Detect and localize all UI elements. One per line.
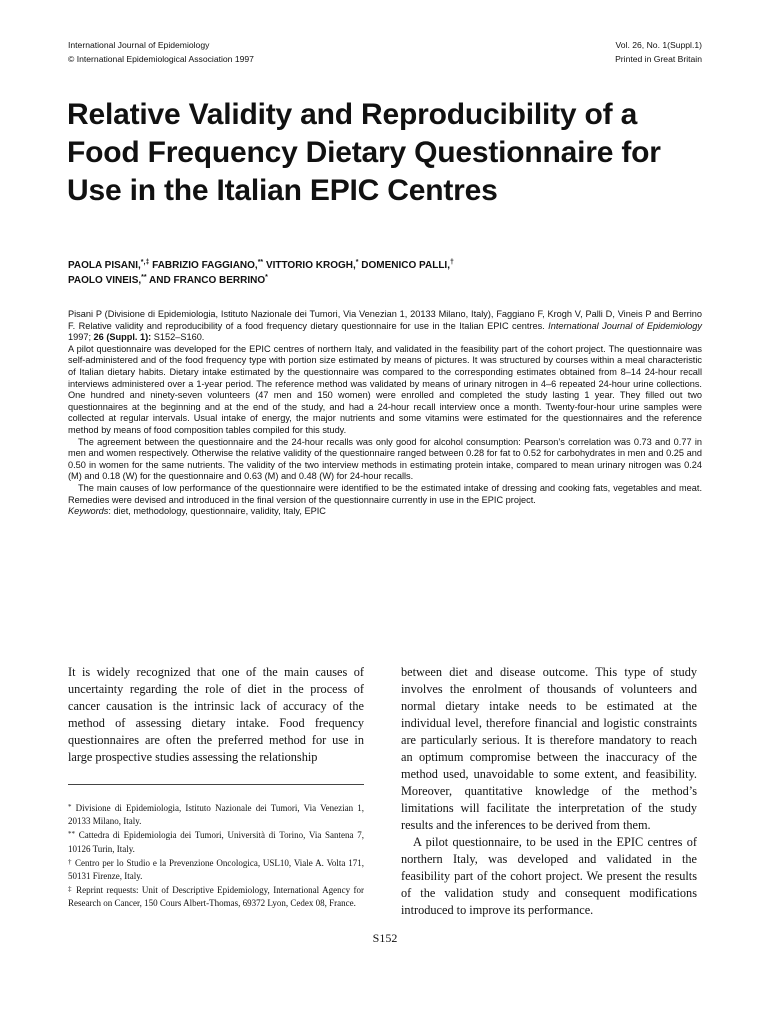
author-affiliation-mark: ** <box>141 274 147 281</box>
author-name: VITTORIO KROGH, <box>265 260 356 271</box>
body-column-right <box>401 664 697 919</box>
author-affiliation-mark: ** <box>257 259 264 266</box>
author-name: PAOLO VINEIS, <box>68 275 142 286</box>
footnote <box>68 883 364 910</box>
author-name: DOMENICO PALLI, <box>361 260 450 271</box>
running-header-left <box>68 38 254 66</box>
body-paragraph: It is widely recognized that one of the main causes of uncertainty regarding the role of diet in the process of cancer causation is the intrinsic lack of accuracy of the method of assessing dietary intake. Food frequency questionnaires are often the preferred method for use in large prospective studies assessing the relationship <box>68 665 364 764</box>
footnote-text: Centro per lo Studio e la Prevenzione Oncologica, USL10, Viale A. Volta 171, 50131 Firenze, Italy. <box>68 857 365 882</box>
author-name: PAOLA PISANI, <box>68 260 141 271</box>
author-affiliation-mark: * <box>265 274 268 281</box>
journal-name: International Journal of Epidemiology <box>68 40 210 50</box>
body-paragraph: A pilot questionnaire, to be used in the EPIC centres of northern Italy, was developed and validated in the feasibility part of the cohort project. We present the results of the validation study and consequent modifications introduced to improve its performance. <box>401 835 697 917</box>
keywords-label: Keywords <box>68 506 109 517</box>
citation-pages: S152–S160. <box>151 332 205 343</box>
footnotes <box>68 801 364 911</box>
body-paragraph: between diet and disease outcome. This type of study involves the enrolment of thousands of volunteers and normal dietary intake needs to be estimated at the individual level, therefore financial and logistic constraints are particularly serious. It is therefore mandatory to reach an optimum compromise between the inaccuracy of the method used, unavoidable to some extent, and feasibility. Moreover, quantitative knowledge of the method’s limitations will facilitate the interpretation of the study results and the inferences to be derived from them. <box>401 665 697 832</box>
keywords-text: : diet, methodology, questionnaire, validity, Italy, EPIC <box>108 506 326 517</box>
copyright-line: © International Epidemiological Association 1997 <box>68 54 254 64</box>
citation-volume: 26 (Suppl. 1): <box>93 332 152 343</box>
footnote-mark: ** <box>68 830 75 839</box>
footnote-mark: † <box>68 857 73 866</box>
author-affiliation-mark: *,‡ <box>140 259 150 266</box>
footnote <box>68 828 364 855</box>
keywords-line <box>68 506 702 518</box>
printed-in: Printed in Great Britain <box>615 54 702 64</box>
footnote-mark: * <box>68 803 72 811</box>
footnote-text: Reprint requests: Unit of Descriptive Epidemiology, International Agency for Research on Cancer, 150 Cours Albert-Thomas, 69372 Lyon, Cedex 08, France. <box>68 885 364 909</box>
citation-journal: International Journal of Epidemiology <box>548 320 702 331</box>
abstract-paragraph: The main causes of low performance of the questionnaire were identified to be the estimated intake of dressing and cooking fats, vegetables and meat. Remedies were devised and introduced in the final version of the questionnaire currently in use in the EPIC project. <box>68 482 702 505</box>
author-list <box>68 258 708 288</box>
abstract-paragraph: A pilot questionnaire was developed for the EPIC centres of northern Italy, and validated in the feasibility part of the cohort project. The questionnaire was self-administered and of the food frequency type with portion size estimated by means of pictures. It was structured by courses within a meal characteristic of Italian dietary habits. Dietary intake estimated by the questionnaire was compared to the corresponding estimates obtained from 8–14 24-hour recall interviews administered over a 1-year period. The reference method was validated by means of urinary nitrogen in 4–6 repeated 24-hour urine collections. One hundred and ninety-seven volunteers (47 men and 150 women) were enrolled and completed the study lasting 1 year. They filled out two questionnaires at the beginning and at the end of the study, and had a 24-hour recall interview once a month. Twenty-four-hour urine samples were collected at regular intervals. Usual intake of energy, the major nutrients and some vitamins were estimated for the questionnaires and the reference method by means of food composition tables compiled for this study. <box>68 343 702 435</box>
author-affiliation-mark: * <box>355 259 359 266</box>
footnote-mark: ‡ <box>68 885 73 894</box>
article-title: Relative Validity and Reproducibility of a Food Frequency Dietary Questionnaire for Use in the Italian EPIC Centres <box>67 98 661 207</box>
abstract-citation <box>68 309 702 344</box>
citation-year: 1997; <box>68 332 94 343</box>
running-header-right <box>615 38 702 66</box>
citation-text: Pisani P (Divisione di Epidemiologia, Istituto Nazionale dei Tumori, Via Venezian 1, 20133 Milano, Italy), Faggiano F, Krogh V, Palli D, Vineis P and Berrino F. Relative validity and reproducibility of a food frequency dietary questionnaire for use in the Italian EPIC centres. <box>68 309 702 331</box>
footnote <box>68 856 364 883</box>
page-number: S152 <box>372 931 398 945</box>
volume-issue: Vol. 26, No. 1(Suppl.1) <box>615 40 702 50</box>
footnote-divider <box>68 784 364 785</box>
abstract <box>68 309 702 518</box>
author-name: AND FRANCO BERRINO <box>149 275 266 286</box>
footnote-text: Cattedra di Epidemiologia dei Tumori, Università di Torino, Via Santena 7, 10126 Turin, Italy. <box>68 830 364 854</box>
abstract-paragraph: The agreement between the questionnaire and the 24-hour recalls was only good for alcohol consumption: Pearson’s correlation was 0.73 and 0.77 in men and women respectively. Otherwise the relative validity of the questionnaire ranged between 0.28 for fat to 0.52 for carbohydrates in men and 0.25 and 0.50 in women for the same nutrients. The validity of the two interview methods in estimating protein intake, compared to mean urinary nitrogen was 0.24 (M) and 0.18 (W) for the questionnaire and 0.63 (M) and 0.48 (W) for 24-hour recalls. <box>68 436 702 482</box>
author-name: FABRIZIO FAGGIANO, <box>152 260 258 271</box>
author-affiliation-mark: † <box>449 259 454 266</box>
footnote <box>68 801 364 828</box>
body-column-left <box>68 664 364 766</box>
footnote-text: Divisione di Epidemiologia, Istituto Nazionale dei Tumori, Via Venezian 1, 20133 Milano, Italy. <box>68 803 364 827</box>
